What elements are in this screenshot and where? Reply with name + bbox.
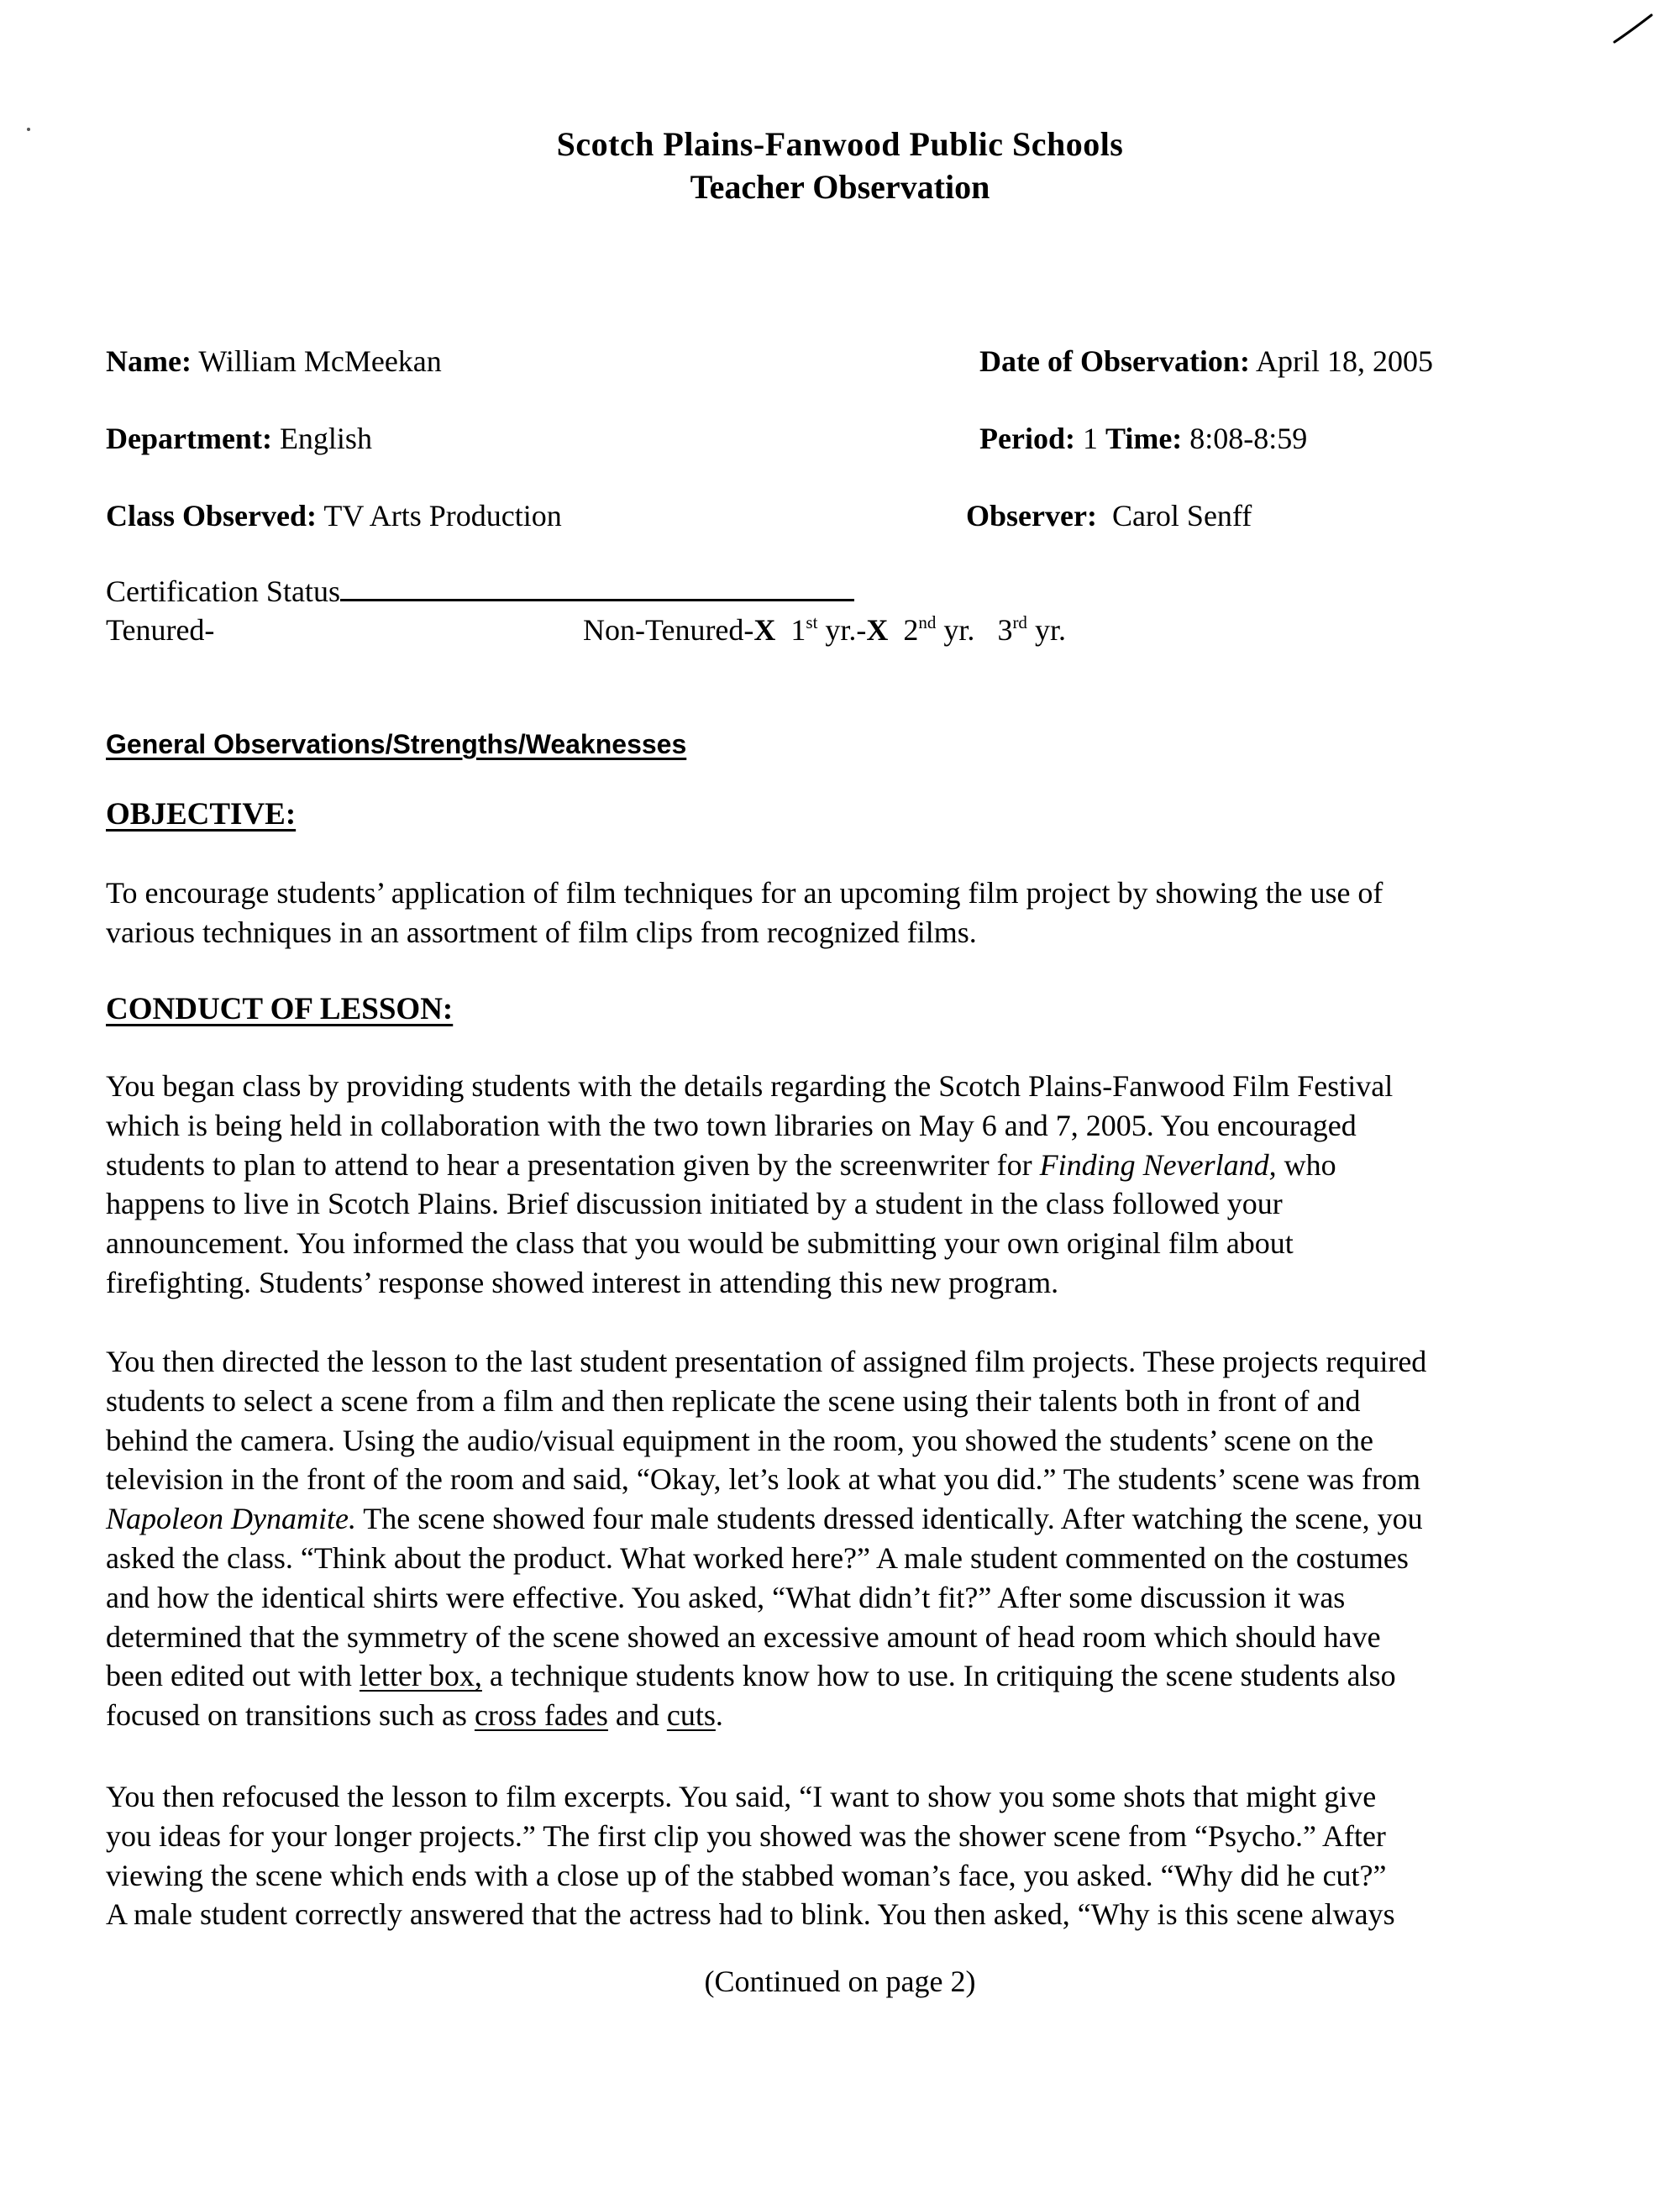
period-time-field — [979, 422, 1307, 455]
name-value: William McMeekan — [198, 344, 442, 378]
text-run: students to plan to attend to hear a presentation given by the screenwriter for — [106, 1147, 1040, 1182]
paragraph-line: asked the class. “Think about the product. What worked here?” A male student commented on the costumes — [106, 1540, 1409, 1575]
text-run: The scene showed four male students dressed identically. After watching the scene, you — [355, 1502, 1423, 1536]
document-header — [0, 124, 1680, 210]
class-value: TV Arts Production — [323, 499, 562, 533]
objective-paragraph — [106, 874, 1601, 952]
paragraph-line: determined that the symmetry of the scene showed an excessive amount of head room which should have — [106, 1619, 1381, 1654]
date-label: Date of Observation: — [979, 344, 1250, 378]
first-year-label: yr.- — [825, 613, 867, 647]
paragraph-line: A male student correctly answered that the actress had to blink. You then asked, “Why is this scene always — [106, 1897, 1395, 1932]
film-title-napoleon-dynamite: Napoleon Dynamite. — [106, 1502, 356, 1536]
second-year-label: yr. — [943, 613, 975, 647]
general-observations-heading: General Observations/Strengths/Weaknesses — [106, 729, 687, 759]
observer-value: Carol Senff — [1111, 499, 1252, 533]
paragraph-line — [106, 1696, 1601, 1735]
tenured-label: Tenured- — [106, 613, 215, 647]
name-field — [106, 344, 442, 378]
term-letter-box: letter box, — [359, 1659, 482, 1693]
time-value: 8:08-8:59 — [1189, 422, 1308, 455]
third-year-label: yr. — [1034, 613, 1066, 647]
department-value: English — [279, 422, 372, 455]
conduct-heading: CONDUCT OF LESSON: — [106, 992, 454, 1026]
non-tenured-options — [583, 613, 1066, 647]
observer-label: Observer: — [966, 499, 1097, 533]
paragraph-line: You began class by providing students with the details regarding the Scotch Plains-Fanwood Film Festival — [106, 1069, 1394, 1103]
first-year-number: 1 — [790, 613, 806, 647]
conduct-paragraph-2 — [106, 1342, 1601, 1735]
date-field — [979, 344, 1433, 378]
date-value: April 18, 2005 — [1255, 344, 1433, 378]
paragraph-line — [106, 1499, 1601, 1539]
paragraph-line: You then refocused the lesson to film excerpts. You said, “I want to show you some shots that might give — [106, 1780, 1377, 1813]
text-run: who — [1276, 1147, 1336, 1182]
paragraph-line: firefighting. Students’ response showed interest in attending this new program. — [106, 1265, 1059, 1299]
tenured-option — [106, 613, 214, 647]
text-run: been edited out with — [106, 1659, 360, 1693]
class-field — [106, 499, 562, 533]
continued-note: (Continued on page 2) — [704, 1965, 976, 1998]
third-year-number: 3 — [997, 613, 1013, 647]
objective-line: various techniques in an assortment of film clips from recognized films. — [106, 915, 977, 949]
second-year-suffix: nd — [918, 612, 937, 632]
school-name: Scotch Plains-Fanwood Public Schools — [556, 125, 1124, 163]
paragraph-line: You then directed the lesson to the last student presentation of assigned film projects. These projects required — [106, 1345, 1427, 1378]
paragraph-line: you ideas for your longer projects.” The first clip you showed was the shower scene from “Psycho.” After — [106, 1818, 1386, 1853]
third-year-suffix: rd — [1012, 612, 1027, 632]
paragraph-line: happens to live in Scotch Plains. Brief discussion initiated by a student in the class followed your — [106, 1187, 1283, 1221]
objective-line: To encourage students’ application of film techniques for an upcoming film project by showing the use of — [106, 876, 1383, 910]
class-label: Class Observed: — [106, 499, 317, 533]
conduct-paragraph-3 — [106, 1777, 1601, 1934]
objective-heading: OBJECTIVE: — [106, 797, 297, 832]
period-label: Period: — [979, 422, 1075, 455]
first-year-mark: X — [866, 613, 889, 647]
term-cuts: cuts — [666, 1698, 716, 1733]
conduct-paragraph-1 — [106, 1067, 1601, 1303]
certification-blank-line — [340, 580, 854, 601]
non-tenured-label: Non-Tenured- — [583, 613, 754, 647]
text-run: . — [715, 1698, 723, 1733]
paragraph-line: television in the front of the room and said, “Okay, let’s look at what you did.” The students’ scene was from — [106, 1462, 1420, 1497]
non-tenured-mark: X — [753, 613, 776, 647]
film-title-finding-neverland: Finding Neverland, — [1039, 1147, 1277, 1182]
department-field — [106, 422, 372, 455]
document-title: Teacher Observation — [690, 168, 990, 206]
paragraph-line: viewing the scene which ends with a close up of the stabbed woman’s face, you asked. “Why did he cut?” — [106, 1858, 1387, 1892]
time-label: Time: — [1105, 422, 1183, 455]
second-year-number: 2 — [903, 613, 919, 647]
paragraph-line: students to select a scene from a film and then replicate the scene using their talents both in front of and — [106, 1383, 1361, 1418]
text-run: and — [607, 1698, 667, 1733]
paragraph-line — [106, 1656, 1601, 1696]
paragraph-line: and how the identical shirts were effective. You asked, “What didn’t fit?” After some discussion it was — [106, 1580, 1346, 1614]
paragraph-line: announcement. You informed the class that you would be submitting your own original film about — [106, 1226, 1294, 1261]
term-cross-fades: cross fades — [474, 1698, 608, 1733]
paragraph-line: which is being held in collaboration with the two town libraries on May 6 and 7, 2005. You encouraged — [106, 1108, 1357, 1142]
paragraph-line — [106, 1146, 1601, 1185]
first-year-suffix: st — [806, 612, 818, 632]
observer-field — [966, 499, 1252, 533]
department-label: Department: — [106, 422, 272, 455]
certification-status — [106, 574, 854, 608]
name-label: Name: — [106, 344, 192, 378]
pen-check-mark — [1613, 12, 1653, 45]
paragraph-line: behind the camera. Using the audio/visual equipment in the room, you showed the students’ scene on the — [106, 1423, 1373, 1457]
period-value: 1 — [1082, 422, 1098, 455]
text-run: focused on transitions such as — [106, 1698, 475, 1733]
certification-label: Certification Status — [106, 574, 340, 608]
text-run: a technique students know how to use. In critiquing the scene students also — [481, 1659, 1396, 1693]
